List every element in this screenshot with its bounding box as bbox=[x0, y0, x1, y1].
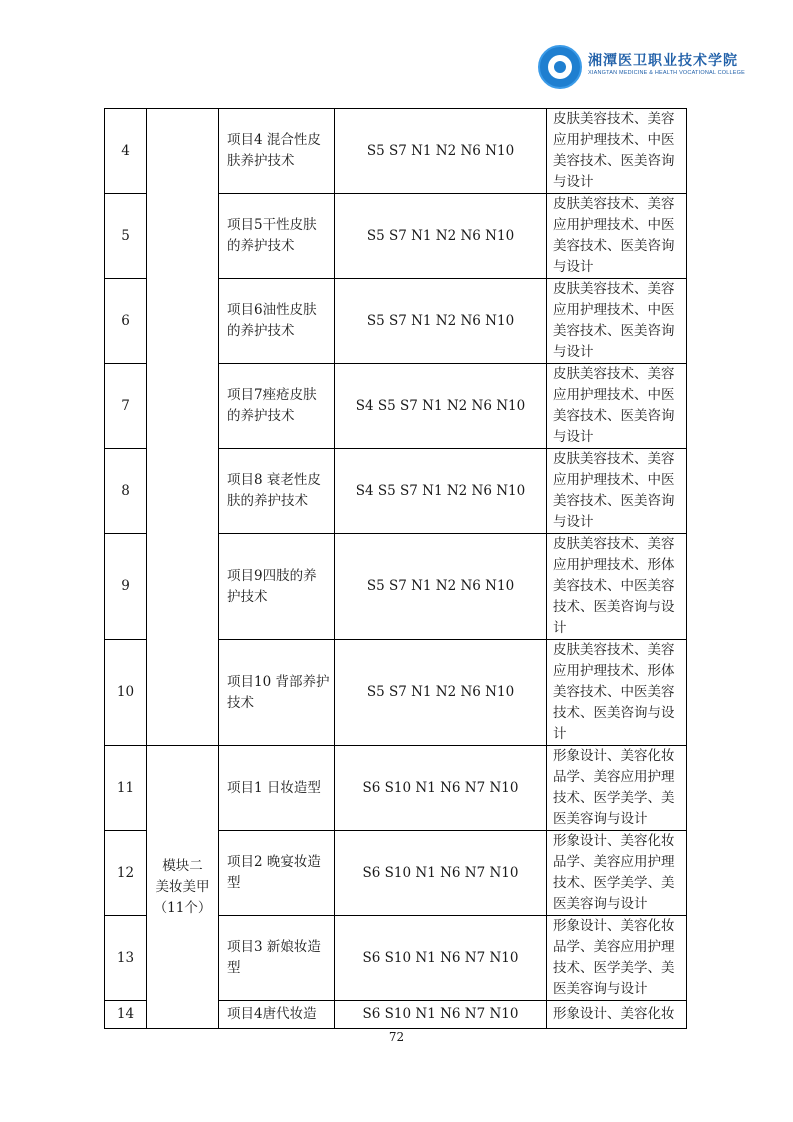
row-number: 8 bbox=[105, 449, 147, 534]
competency-codes: S6 S10 N1 N6 N7 N10 bbox=[335, 746, 547, 831]
course-mapping-table bbox=[104, 108, 687, 1029]
row-number: 6 bbox=[105, 279, 147, 364]
supporting-courses: 皮肤美容技术、美容应用护理技术、形体美容技术、中医美容技术、医美咨询与设计 bbox=[547, 534, 687, 640]
supporting-courses: 皮肤美容技术、美容应用护理技术、中医美容技术、医美咨询与设计 bbox=[547, 449, 687, 534]
competency-codes: S6 S10 N1 N6 N7 N10 bbox=[335, 916, 547, 1001]
row-number: 11 bbox=[105, 746, 147, 831]
competency-codes: S5 S7 N1 N2 N6 N10 bbox=[335, 194, 547, 279]
supporting-courses: 形象设计、美容化妆 bbox=[547, 1001, 687, 1029]
row-number: 13 bbox=[105, 916, 147, 1001]
row-number: 4 bbox=[105, 109, 147, 194]
supporting-courses: 皮肤美容技术、美容应用护理技术、中医美容技术、医美咨询与设计 bbox=[547, 364, 687, 449]
competency-codes: S5 S7 N1 N2 N6 N10 bbox=[335, 640, 547, 746]
competency-codes: S4 S5 S7 N1 N2 N6 N10 bbox=[335, 449, 547, 534]
project-name: 项目7痤疮皮肤的养护技术 bbox=[219, 364, 335, 449]
competency-codes: S5 S7 N1 N2 N6 N10 bbox=[335, 534, 547, 640]
supporting-courses: 皮肤美容技术、美容应用护理技术、中医美容技术、医美咨询与设计 bbox=[547, 194, 687, 279]
module-subtitle: 美妆美甲 bbox=[155, 878, 210, 895]
project-name: 项目4 混合性皮肤养护技术 bbox=[219, 109, 335, 194]
page-number: 72 bbox=[388, 1030, 405, 1044]
supporting-courses: 皮肤美容技术、美容应用护理技术、中医美容技术、医美咨询与设计 bbox=[547, 109, 687, 194]
supporting-courses: 形象设计、美容化妆品学、美容应用护理技术、医学美学、美医美容询与设计 bbox=[547, 831, 687, 916]
competency-codes: S6 S10 N1 N6 N7 N10 bbox=[335, 1001, 547, 1029]
row-number: 12 bbox=[105, 831, 147, 916]
table-row bbox=[105, 746, 687, 831]
supporting-courses: 形象设计、美容化妆品学、美容应用护理技术、医学美学、美医美容询与设计 bbox=[547, 746, 687, 831]
row-number: 5 bbox=[105, 194, 147, 279]
row-number: 10 bbox=[105, 640, 147, 746]
competency-codes: S5 S7 N1 N2 N6 N10 bbox=[335, 279, 547, 364]
project-name: 项目6油性皮肤的养护技术 bbox=[219, 279, 335, 364]
project-name: 项目5干性皮肤的养护技术 bbox=[219, 194, 335, 279]
supporting-courses: 皮肤美容技术、美容应用护理技术、形体美容技术、中医美容技术、医美咨询与设计 bbox=[547, 640, 687, 746]
row-number: 7 bbox=[105, 364, 147, 449]
row-number: 14 bbox=[105, 1001, 147, 1029]
project-name: 项目2 晚宴妆造型 bbox=[219, 831, 335, 916]
project-name: 项目9四肢的养护技术 bbox=[219, 534, 335, 640]
module-title: 模块二 bbox=[162, 857, 203, 874]
row-number: 9 bbox=[105, 534, 147, 640]
college-logo bbox=[538, 42, 746, 92]
project-name: 项目8 衰老性皮肤的养护技术 bbox=[219, 449, 335, 534]
table-row bbox=[105, 109, 687, 194]
module-two-cell bbox=[147, 746, 219, 1029]
college-name-en: XIANGTAN MEDICINE & HEALTH VOCATIONAL COLLEGE bbox=[588, 70, 746, 76]
competency-codes: S6 S10 N1 N6 N7 N10 bbox=[335, 831, 547, 916]
project-name: 项目4唐代妆造 bbox=[219, 1001, 335, 1029]
competency-codes: S4 S5 S7 N1 N2 N6 N10 bbox=[335, 364, 547, 449]
college-emblem-icon bbox=[538, 45, 582, 89]
supporting-courses: 皮肤美容技术、美容应用护理技术、中医美容技术、医美咨询与设计 bbox=[547, 279, 687, 364]
supporting-courses: 形象设计、美容化妆品学、美容应用护理技术、医学美学、美医美容询与设计 bbox=[547, 916, 687, 1001]
module-cell-continued bbox=[147, 109, 219, 746]
project-name: 项目1 日妆造型 bbox=[219, 746, 335, 831]
competency-codes: S5 S7 N1 N2 N6 N10 bbox=[335, 109, 547, 194]
module-count: （11个） bbox=[153, 899, 212, 916]
project-name: 项目3 新娘妆造型 bbox=[219, 916, 335, 1001]
project-name: 项目10 背部养护技术 bbox=[219, 640, 335, 746]
college-name: 湘潭医卫职业技术学院 bbox=[588, 53, 738, 69]
